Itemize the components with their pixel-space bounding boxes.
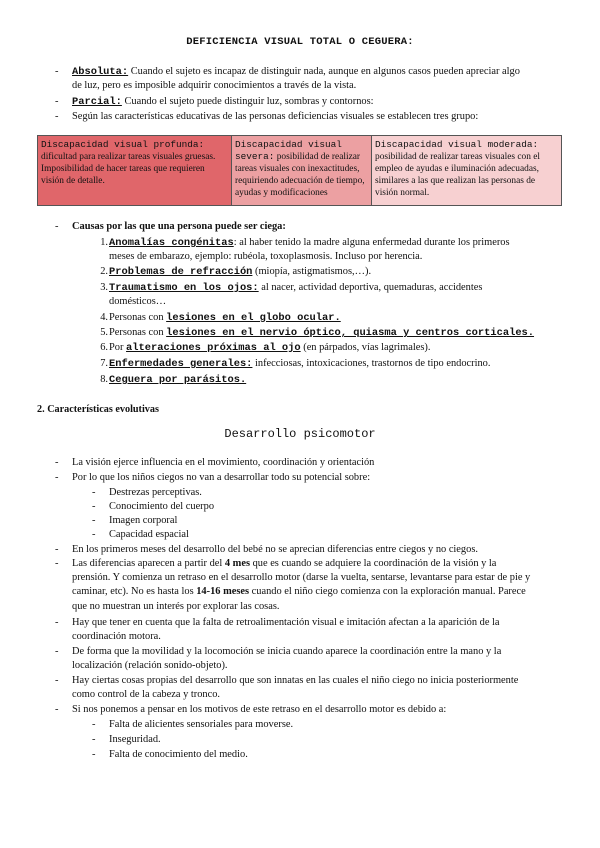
cause-item: Traumatismo en los ojos: al nacer, actividad deportiva, quemaduras, accidentes domésticos… [109, 282, 483, 308]
group-severa: Discapacidad visual severa: posibilidad de realizar tareas visuales con inexactitudes, requiriendo adecuación de tiempo, ayudas y modificaciones [232, 136, 372, 206]
type-parcial: Parcial: Cuando el sujeto puede distinguir luz, sombras y contornos: [72, 96, 374, 108]
sub-item: Destrezas perceptivas. [109, 487, 202, 498]
causes-title: Causas por las que una persona puede ser ciega: [72, 221, 286, 232]
bullet: - [55, 221, 59, 232]
sub-item: Falta de alicientes sensoriales para moverse. [109, 719, 294, 730]
bullet: - [55, 96, 59, 107]
term-absoluta: Absoluta: [72, 66, 129, 78]
paragraph: Por lo que los niños ciegos no van a desarrollar todo su potencial sobre: [72, 472, 371, 483]
cause-item: Anomalías congénitas: al haber tenido la madre alguna enfermedad durante los primeros meses de embarazo, ejemplo: rubéola, toxoplasmosis. Incluso por herencia. [109, 237, 510, 263]
subsection-heading: Desarrollo psicomotor [224, 427, 376, 441]
type-absoluta: Absoluta: Cuando el sujeto es incapaz de distinguir nada, aunque en algunos casos pueden apreciar algo de luz, pero es imposible adquirir conocimientos a través de la vista. [72, 66, 520, 92]
bullet: - [55, 66, 59, 77]
sub-item: Falta de conocimiento del medio. [109, 749, 248, 760]
term-parcial: Parcial: [72, 96, 122, 108]
cause-item: Personas con lesiones en el globo ocular. [109, 312, 341, 324]
cause-item: Enfermedades generales: infecciosas, intoxicaciones, trastornos de tipo endocrino. [109, 358, 491, 370]
sub-item: Inseguridad. [109, 734, 161, 745]
groups-table [37, 135, 562, 206]
paragraph: Las diferencias aparecen a partir del 4 mes que es cuando se adquiere la coordinación de la visión y la prensión. Y comienza un retraso en el desarrollo motor (darse la vuelta, sentarse, levantarse para estar de pie y caminar, etc). No es hasta los 14-16 meses cuando el niño ciego comienza con la exploración manual. Parece que no muestran un interés por explorar las cosas. [72, 558, 531, 612]
paragraph: Si nos ponemos a pensar en los motivos de este retraso en el desarrollo motor es debido a: [72, 704, 447, 715]
group-profunda: Discapacidad visual profunda: dificultad para realizar tareas visuales gruesas. Imposibilidad de hacer tareas que requieren visión de detalle. [38, 136, 232, 206]
sub-item: Conocimiento del cuerpo [109, 501, 215, 512]
sub-item: Imagen corporal [109, 515, 178, 526]
section-heading: 2. Características evolutivas [37, 404, 159, 415]
paragraph: De forma que la movilidad y la locomoción se inicia cuando aparece la coordinación entre la mano y la localización (relación sonido-objeto). [72, 646, 502, 672]
intro-text: Según las características educativas de las personas deficiencias visuales se establecen tres grupo: [72, 111, 479, 122]
cause-item: Personas con lesiones en el nervio óptico, quiasma y centros corticales. [109, 327, 535, 339]
cause-item: Ceguera por parásitos. [109, 374, 247, 386]
paragraph: Hay que tener en cuenta que la falta de retroalimentación visual e imitación afectan a la aparición de la coordinación motora. [72, 617, 500, 643]
sub-item: Capacidad espacial [109, 529, 189, 540]
group-moderada: Discapacidad visual moderada: posibilidad de realizar tareas visuales con el empleo de ayudas e iluminación adecuadas, similares a las que realizan las personas de visión normal. [372, 136, 562, 206]
cause-item: Problemas de refracción (miopía, astigmatismos,…). [109, 266, 372, 278]
bullet: - [55, 111, 59, 122]
paragraph: La visión ejerce influencia en el movimiento, coordinación y orientación [72, 457, 375, 468]
paragraph: En los primeros meses del desarrollo del bebé no se aprecian diferencias entre ciegos y no ciegos. [72, 544, 478, 555]
page-title: DEFICIENCIA VISUAL TOTAL O CEGUERA: [186, 36, 414, 48]
paragraph: Hay ciertas cosas propias del desarrollo que son innatas en las cuales el niño ciego no inicia posteriormente como control de la cabeza y tronco. [72, 675, 519, 701]
cause-item: Por alteraciones próximas al ojo (en párpados, vías lagrimales). [109, 342, 431, 354]
